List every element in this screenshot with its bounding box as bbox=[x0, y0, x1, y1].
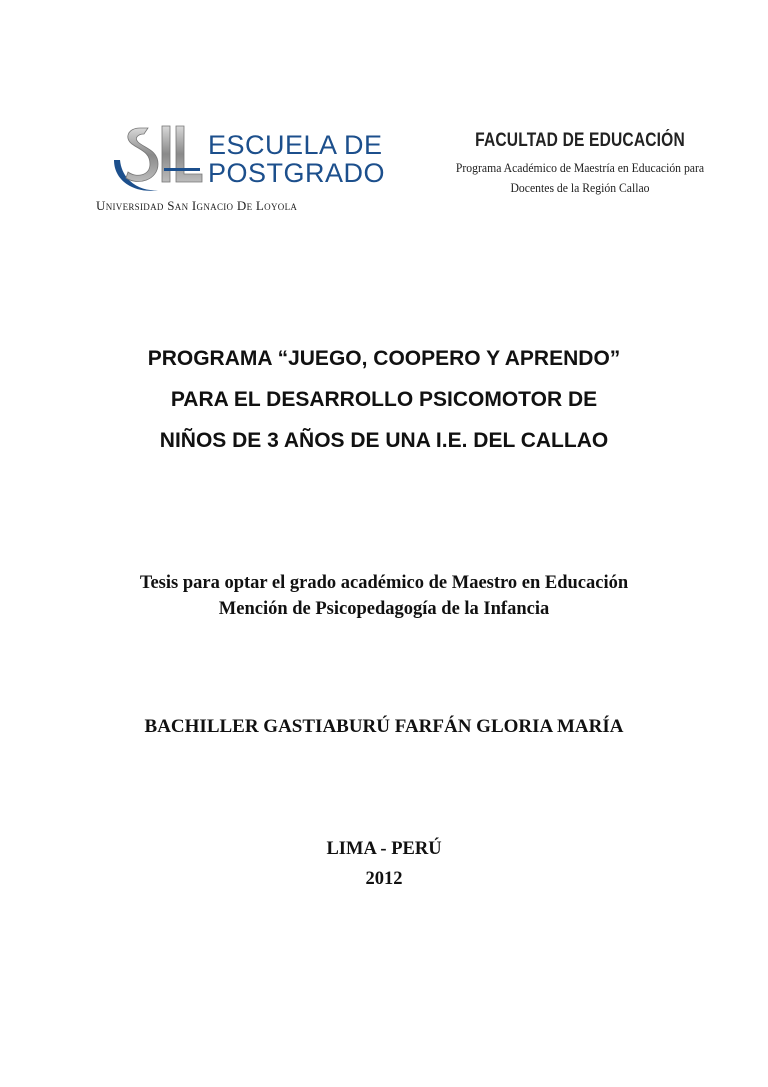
thesis-title bbox=[0, 338, 768, 461]
faculty-title: FACULTAD DE EDUCACIÓN bbox=[475, 130, 685, 151]
logo-school-line2: POSTGRADO bbox=[208, 158, 386, 188]
degree-statement-line1: Tesis para optar el grado académico de Maestro en Educación bbox=[139, 573, 629, 593]
degree-statement-line2: Mención de Psicopedagogía de la Infancia bbox=[218, 599, 550, 619]
author-name: BACHILLER GASTIABURÚ FARFÁN GLORIA MARÍA bbox=[144, 716, 624, 737]
university-logo bbox=[96, 120, 396, 220]
thesis-title-line1: PROGRAMA “JUEGO, COOPERO Y APRENDO” bbox=[147, 347, 621, 370]
thesis-title-line2: PARA EL DESARROLLO PSICOMOTOR DE bbox=[170, 388, 598, 411]
year: 2012 bbox=[365, 869, 403, 889]
logo-school-line1: ESCUELA DE bbox=[208, 130, 383, 160]
degree-statement bbox=[0, 570, 768, 622]
faculty-heading bbox=[440, 130, 720, 198]
logo-university-name: Universidad San Ignacio De Loyola bbox=[96, 198, 298, 213]
faculty-subtitle-line2: Docentes de la Región Callao bbox=[510, 180, 650, 195]
city: LIMA - PERÚ bbox=[326, 839, 442, 859]
place-and-year bbox=[0, 834, 768, 894]
faculty-subtitle-line1: Programa Académico de Maestría en Educación para bbox=[455, 160, 705, 175]
thesis-title-line3: NIÑOS DE 3 AÑOS DE UNA I.E. DEL CALLAO bbox=[159, 429, 609, 452]
sil-monogram-icon bbox=[106, 120, 206, 200]
